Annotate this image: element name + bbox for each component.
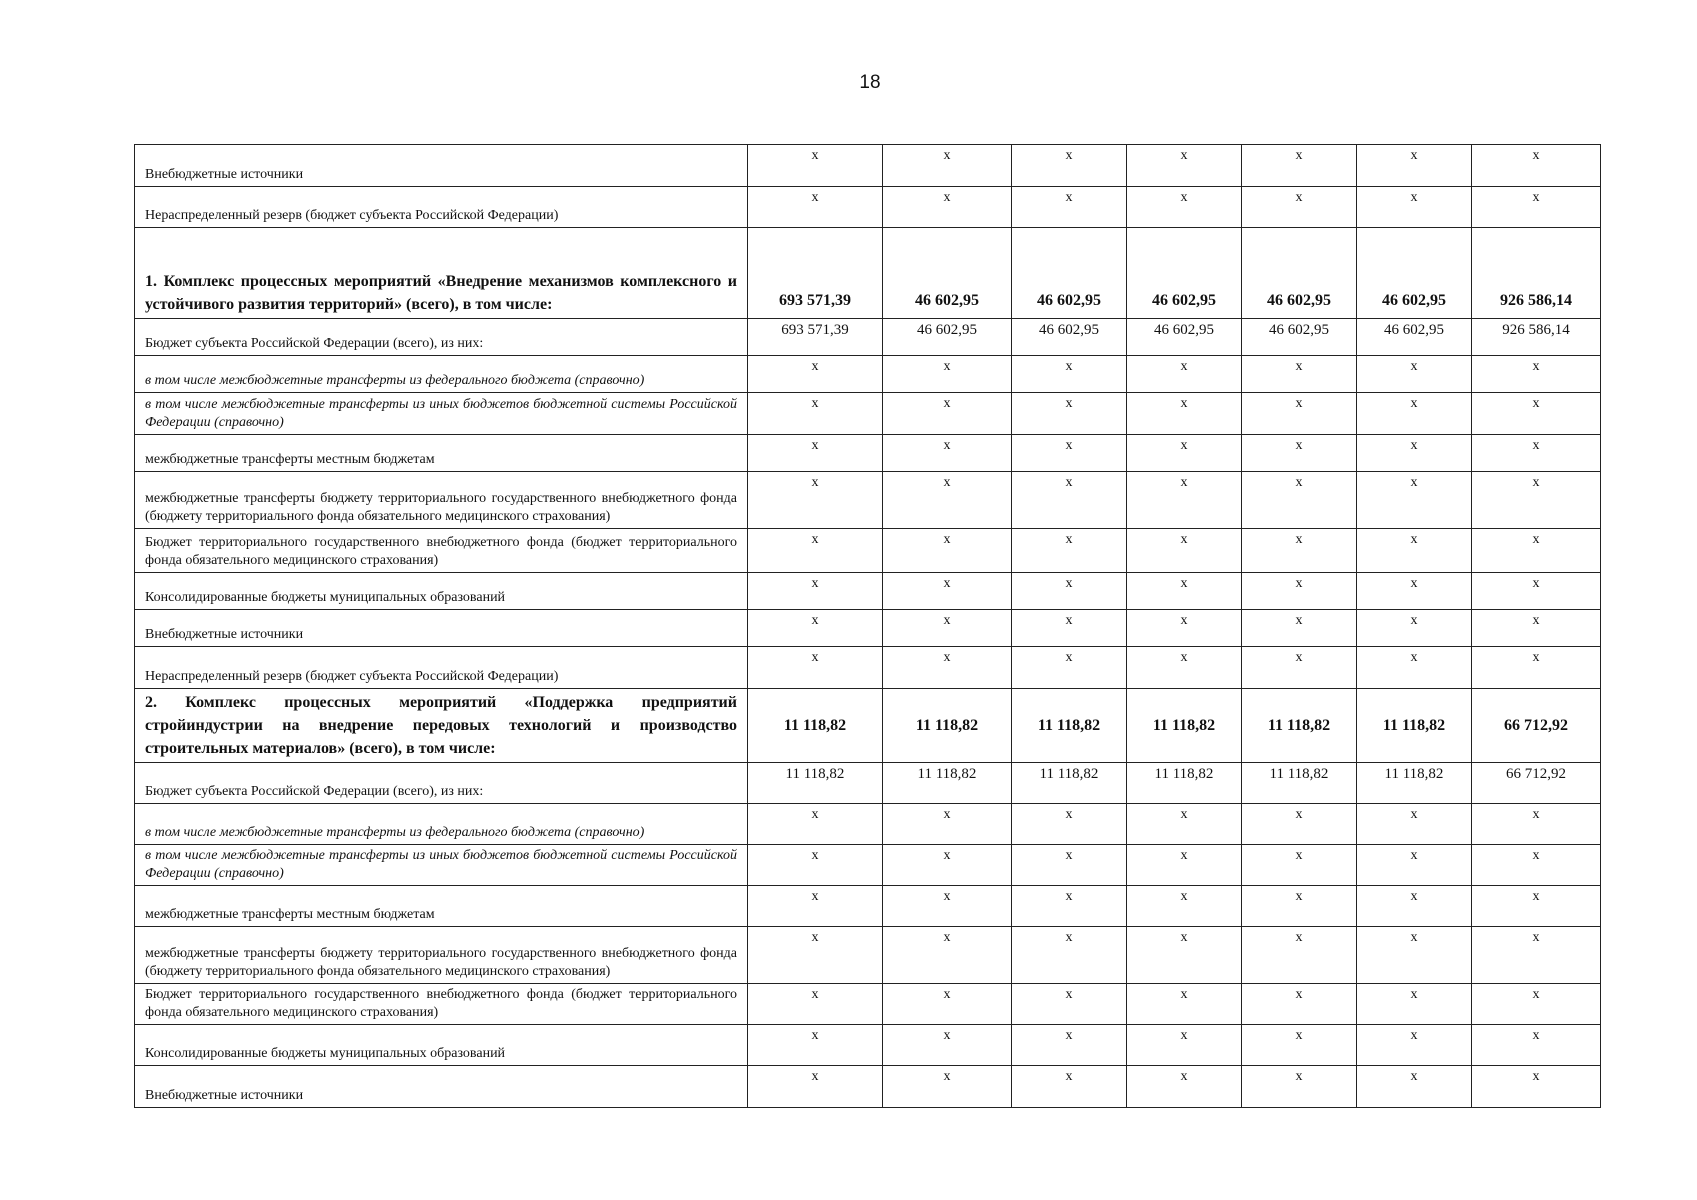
table-row	[135, 319, 1601, 356]
section-total-row	[135, 228, 1601, 319]
value-cell: x	[748, 886, 883, 927]
value-cell: 66 712,92	[1472, 689, 1601, 763]
row-label: межбюджетные трансферты бюджету территориального государственного внебюджетного фонда (бюджету территориального фонда обязательного медицинского страхования)	[135, 927, 748, 984]
table-row	[135, 984, 1601, 1025]
value-cell: x	[1127, 886, 1242, 927]
value-cell: 926 586,14	[1472, 228, 1601, 319]
value-cell: x	[1472, 435, 1601, 472]
value-cell: x	[1242, 1025, 1357, 1066]
value-cell: 66 712,92	[1472, 763, 1601, 804]
table-row	[135, 647, 1601, 689]
value-cell: x	[1472, 472, 1601, 529]
value-cell: x	[883, 356, 1012, 393]
row-label: Консолидированные бюджеты муниципальных образований	[135, 573, 748, 610]
row-label: Бюджет территориального государственного внебюджетного фонда (бюджет территориального фонда обязательного медицинского страхования)	[135, 984, 748, 1025]
value-cell: x	[1127, 845, 1242, 886]
row-label: в том числе межбюджетные трансферты из федерального бюджета (справочно)	[135, 356, 748, 393]
table-row	[135, 435, 1601, 472]
value-cell: 46 602,95	[1242, 228, 1357, 319]
value-cell: x	[1242, 435, 1357, 472]
value-cell: x	[1012, 1025, 1127, 1066]
row-label: Внебюджетные источники	[135, 1066, 748, 1108]
table-row	[135, 393, 1601, 435]
row-label: в том числе межбюджетные трансферты из иных бюджетов бюджетной системы Российской Федерации (справочно)	[135, 393, 748, 435]
value-cell: x	[748, 845, 883, 886]
value-cell: x	[748, 187, 883, 228]
value-cell: x	[1472, 984, 1601, 1025]
value-cell: x	[1472, 573, 1601, 610]
value-cell: x	[1472, 610, 1601, 647]
row-label: межбюджетные трансферты бюджету территориального государственного внебюджетного фонда (бюджету территориального фонда обязательного медицинского страхования)	[135, 472, 748, 529]
value-cell: x	[1472, 393, 1601, 435]
value-cell: x	[1242, 393, 1357, 435]
value-cell: x	[1357, 573, 1472, 610]
value-cell: x	[1242, 804, 1357, 845]
value-cell: x	[1357, 804, 1472, 845]
value-cell: x	[1012, 984, 1127, 1025]
value-cell: x	[1127, 187, 1242, 228]
value-cell: x	[1357, 845, 1472, 886]
row-label: Внебюджетные источники	[135, 610, 748, 647]
value-cell: 11 118,82	[883, 763, 1012, 804]
value-cell: 46 602,95	[1357, 319, 1472, 356]
value-cell: 11 118,82	[748, 763, 883, 804]
value-cell: x	[1472, 1025, 1601, 1066]
value-cell: 693 571,39	[748, 228, 883, 319]
value-cell: x	[748, 984, 883, 1025]
value-cell: x	[883, 145, 1012, 187]
value-cell: x	[1012, 647, 1127, 689]
value-cell: x	[1012, 356, 1127, 393]
value-cell: x	[1127, 610, 1242, 647]
value-cell: x	[1012, 573, 1127, 610]
value-cell: x	[883, 845, 1012, 886]
value-cell: x	[748, 435, 883, 472]
value-cell: x	[883, 804, 1012, 845]
value-cell: x	[1242, 529, 1357, 573]
value-cell: x	[883, 886, 1012, 927]
value-cell: x	[748, 1066, 883, 1108]
value-cell: 46 602,95	[883, 228, 1012, 319]
row-label: Бюджет субъекта Российской Федерации (всего), из них:	[135, 319, 748, 356]
value-cell: x	[1012, 145, 1127, 187]
value-cell: x	[1242, 573, 1357, 610]
value-cell: x	[1472, 356, 1601, 393]
value-cell: x	[1357, 435, 1472, 472]
value-cell: x	[1127, 927, 1242, 984]
section-total-row	[135, 689, 1601, 763]
value-cell: x	[1242, 145, 1357, 187]
table-row	[135, 1025, 1601, 1066]
value-cell: x	[883, 647, 1012, 689]
value-cell: x	[1127, 435, 1242, 472]
value-cell: x	[1242, 927, 1357, 984]
table-row	[135, 845, 1601, 886]
value-cell: x	[748, 647, 883, 689]
row-label: межбюджетные трансферты местным бюджетам	[135, 435, 748, 472]
value-cell: x	[1242, 647, 1357, 689]
value-cell: x	[748, 927, 883, 984]
value-cell: 11 118,82	[1357, 689, 1472, 763]
table-row	[135, 1066, 1601, 1108]
value-cell: 11 118,82	[1012, 689, 1127, 763]
value-cell: x	[1357, 393, 1472, 435]
value-cell: 11 118,82	[1242, 763, 1357, 804]
value-cell: 11 118,82	[1012, 763, 1127, 804]
table-row	[135, 886, 1601, 927]
value-cell: x	[748, 610, 883, 647]
table-row	[135, 610, 1601, 647]
row-label: в том числе межбюджетные трансферты из федерального бюджета (справочно)	[135, 804, 748, 845]
value-cell: x	[883, 187, 1012, 228]
value-cell: x	[1012, 529, 1127, 573]
value-cell: x	[1357, 647, 1472, 689]
value-cell: x	[883, 610, 1012, 647]
value-cell: x	[1012, 804, 1127, 845]
value-cell: x	[1127, 529, 1242, 573]
value-cell: 11 118,82	[748, 689, 883, 763]
value-cell: x	[1472, 187, 1601, 228]
value-cell: x	[1127, 356, 1242, 393]
value-cell: x	[1357, 187, 1472, 228]
row-label: Бюджет субъекта Российской Федерации (всего), из них:	[135, 763, 748, 804]
value-cell: x	[1127, 393, 1242, 435]
row-label: межбюджетные трансферты местным бюджетам	[135, 886, 748, 927]
table-row	[135, 804, 1601, 845]
value-cell: x	[748, 356, 883, 393]
value-cell: x	[1127, 804, 1242, 845]
value-cell: x	[883, 1066, 1012, 1108]
value-cell: 46 602,95	[1242, 319, 1357, 356]
value-cell: 693 571,39	[748, 319, 883, 356]
value-cell: x	[1242, 1066, 1357, 1108]
value-cell: x	[1127, 573, 1242, 610]
value-cell: x	[883, 435, 1012, 472]
value-cell: x	[1472, 886, 1601, 927]
value-cell: x	[1127, 1025, 1242, 1066]
value-cell: x	[1242, 984, 1357, 1025]
table-row	[135, 187, 1601, 228]
value-cell: x	[1357, 145, 1472, 187]
value-cell: x	[1012, 886, 1127, 927]
value-cell: 926 586,14	[1472, 319, 1601, 356]
value-cell: x	[748, 529, 883, 573]
row-label: Нераспределенный резерв (бюджет субъекта Российской Федерации)	[135, 187, 748, 228]
value-cell: x	[1472, 647, 1601, 689]
row-label: 2. Комплекс процессных мероприятий «Поддержка предприятий стройиндустрии на внедрение передовых технологий и производство строительных материалов» (всего), в том числе:	[135, 689, 748, 763]
value-cell: x	[1127, 145, 1242, 187]
table-row	[135, 356, 1601, 393]
value-cell: 11 118,82	[1357, 763, 1472, 804]
value-cell: 11 118,82	[1127, 689, 1242, 763]
table-row	[135, 472, 1601, 529]
value-cell: x	[883, 984, 1012, 1025]
value-cell: 46 602,95	[1127, 228, 1242, 319]
budget-table	[134, 144, 1601, 1108]
value-cell: x	[748, 804, 883, 845]
value-cell: x	[748, 573, 883, 610]
table-row	[135, 145, 1601, 187]
value-cell: x	[1012, 435, 1127, 472]
value-cell: x	[1357, 356, 1472, 393]
value-cell: 46 602,95	[1357, 228, 1472, 319]
value-cell: x	[1242, 472, 1357, 529]
value-cell: x	[748, 1025, 883, 1066]
value-cell: x	[1242, 886, 1357, 927]
value-cell: x	[1357, 529, 1472, 573]
value-cell: x	[883, 573, 1012, 610]
value-cell: x	[1242, 187, 1357, 228]
row-label: Бюджет территориального государственного внебюджетного фонда (бюджет территориального фонда обязательного медицинского страхования)	[135, 529, 748, 573]
value-cell: x	[883, 472, 1012, 529]
value-cell: x	[1012, 187, 1127, 228]
value-cell: x	[748, 145, 883, 187]
table-row	[135, 927, 1601, 984]
row-label: 1. Комплекс процессных мероприятий «Внедрение механизмов комплексного и устойчивого развития территорий» (всего), в том числе:	[135, 228, 748, 319]
page-number: 18	[859, 72, 881, 93]
value-cell: x	[883, 529, 1012, 573]
value-cell: x	[1242, 356, 1357, 393]
value-cell: x	[1012, 927, 1127, 984]
value-cell: x	[1012, 845, 1127, 886]
value-cell: x	[1472, 804, 1601, 845]
value-cell: x	[748, 393, 883, 435]
value-cell: x	[1012, 472, 1127, 529]
value-cell: x	[883, 393, 1012, 435]
value-cell: x	[1242, 845, 1357, 886]
value-cell: x	[748, 472, 883, 529]
value-cell: 11 118,82	[883, 689, 1012, 763]
value-cell: x	[1472, 145, 1601, 187]
value-cell: x	[1012, 393, 1127, 435]
value-cell: x	[1357, 1066, 1472, 1108]
value-cell: 46 602,95	[1012, 228, 1127, 319]
value-cell: 46 602,95	[1127, 319, 1242, 356]
value-cell: 46 602,95	[1012, 319, 1127, 356]
value-cell: x	[1242, 610, 1357, 647]
table-row	[135, 763, 1601, 804]
value-cell: x	[1127, 472, 1242, 529]
value-cell: 11 118,82	[1127, 763, 1242, 804]
table-row	[135, 529, 1601, 573]
value-cell: x	[1357, 984, 1472, 1025]
value-cell: x	[883, 927, 1012, 984]
value-cell: x	[1472, 845, 1601, 886]
value-cell: x	[1357, 886, 1472, 927]
value-cell: x	[1357, 472, 1472, 529]
value-cell: x	[883, 1025, 1012, 1066]
value-cell: x	[1472, 1066, 1601, 1108]
value-cell: x	[1127, 647, 1242, 689]
row-label: Нераспределенный резерв (бюджет субъекта Российской Федерации)	[135, 647, 748, 689]
row-label: Внебюджетные источники	[135, 145, 748, 187]
value-cell: 46 602,95	[883, 319, 1012, 356]
value-cell: x	[1472, 529, 1601, 573]
value-cell: x	[1357, 610, 1472, 647]
value-cell: x	[1127, 984, 1242, 1025]
row-label: в том числе межбюджетные трансферты из иных бюджетов бюджетной системы Российской Федерации (справочно)	[135, 845, 748, 886]
table-row	[135, 573, 1601, 610]
row-label: Консолидированные бюджеты муниципальных образований	[135, 1025, 748, 1066]
value-cell: x	[1012, 610, 1127, 647]
value-cell: x	[1127, 1066, 1242, 1108]
value-cell: x	[1012, 1066, 1127, 1108]
value-cell: 11 118,82	[1242, 689, 1357, 763]
value-cell: x	[1357, 927, 1472, 984]
value-cell: x	[1357, 1025, 1472, 1066]
value-cell: x	[1472, 927, 1601, 984]
